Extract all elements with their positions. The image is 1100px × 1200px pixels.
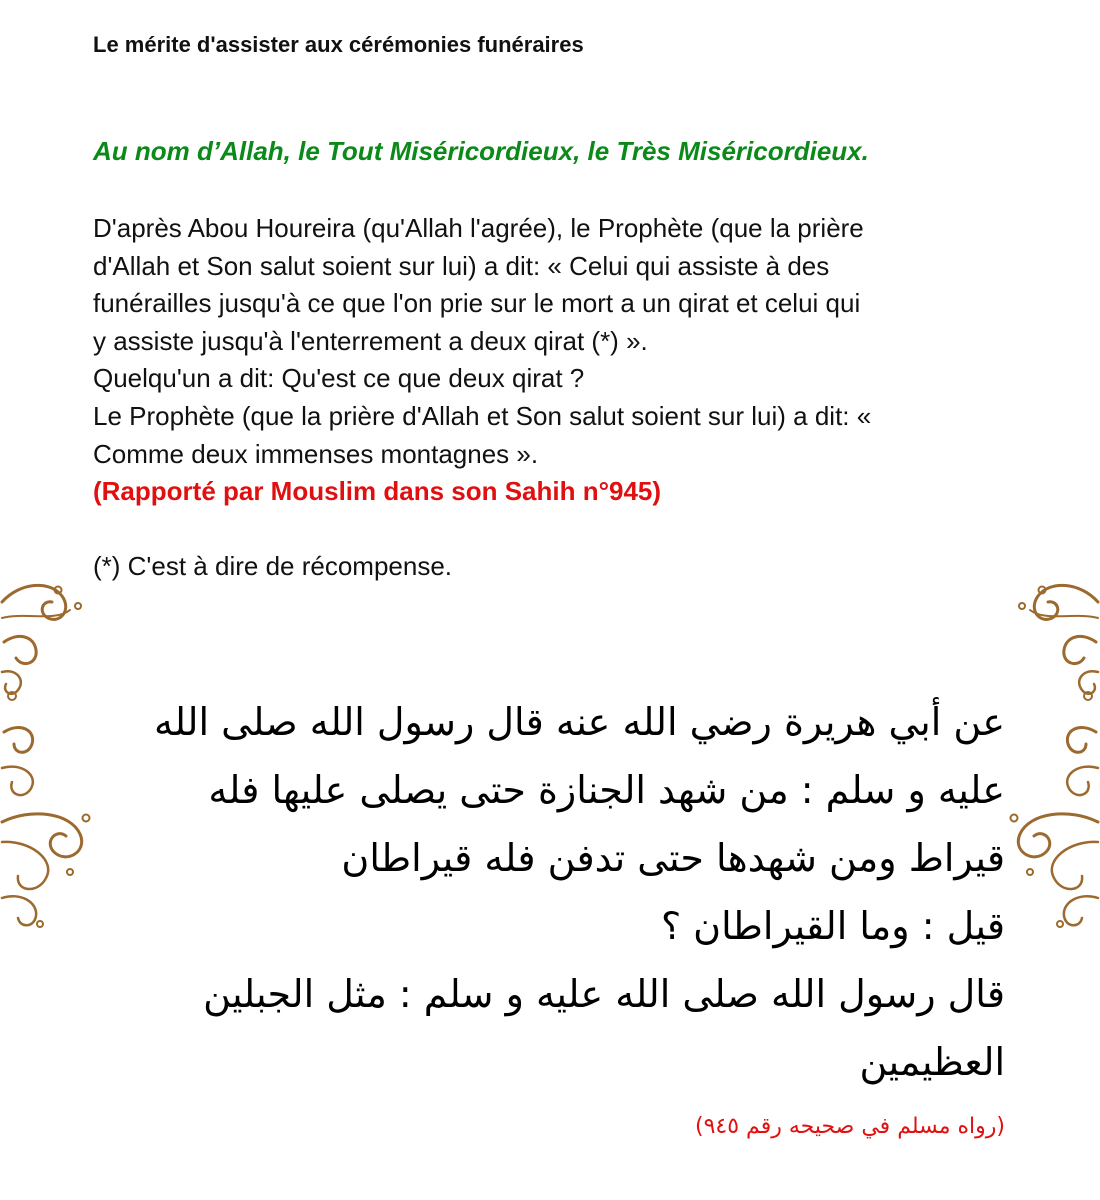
arabic-line: قال رسول الله صلى الله عليه و سلم : مثل الجبلين: [203, 972, 1005, 1016]
french-line: Comme deux immenses montagnes ».: [93, 438, 539, 469]
arabic-line: قيراط ومن شهدها حتى تدفن فله قيراطان: [341, 836, 1005, 880]
arabic-hadith: [120, 688, 1005, 1096]
french-line: D'après Abou Houreira (qu'Allah l'agrée), le Prophète (que la prière: [93, 213, 864, 243]
document-title: Le mérite d'assister aux cérémonies funéraires: [93, 32, 584, 57]
ornament-group: [1011, 585, 1099, 927]
arabic-line: قيل : وما القيراطان ؟: [660, 904, 1005, 948]
french-line: Le Prophète (que la prière d'Allah et Son salut soient sur lui) a dit: «: [93, 400, 872, 431]
arabic-line: عليه و سلم : من شهد الجنازة حتى يصلى عليها فله: [208, 768, 1005, 812]
left-ornament-icon: [0, 572, 95, 932]
french-reference: (Rapporté par Mouslim dans son Sahih n°945): [93, 476, 662, 507]
basmala: Au nom d’Allah, le Tout Miséricordieux, le Très Miséricordieux.: [93, 136, 869, 166]
french-line: y assiste jusqu'à l'enterrement a deux qirat (*) ».: [93, 325, 648, 356]
arabic-reference: (رواه مسلم في صحيحه رقم ٩٤٥): [695, 1114, 1005, 1139]
arabic-line: العظيمين: [859, 1040, 1005, 1084]
arabic-line: عن أبي هريرة رضي الله عنه قال رسول الله صلى الله: [153, 700, 1005, 744]
french-line: funérailles jusqu'à ce que l'on prie sur le mort a un qirat et celui qui: [93, 288, 861, 319]
footnote: (*) C'est à dire de récompense.: [93, 551, 453, 581]
right-ornament-icon: [1005, 572, 1100, 932]
ornament-group: [2, 585, 90, 927]
french-hadith: [93, 210, 1033, 511]
french-line: Quelqu'un a dit: Qu'est ce que deux qirat ?: [93, 363, 585, 394]
french-line: d'Allah et Son salut soient sur lui) a dit: « Celui qui assiste à des: [93, 250, 830, 281]
